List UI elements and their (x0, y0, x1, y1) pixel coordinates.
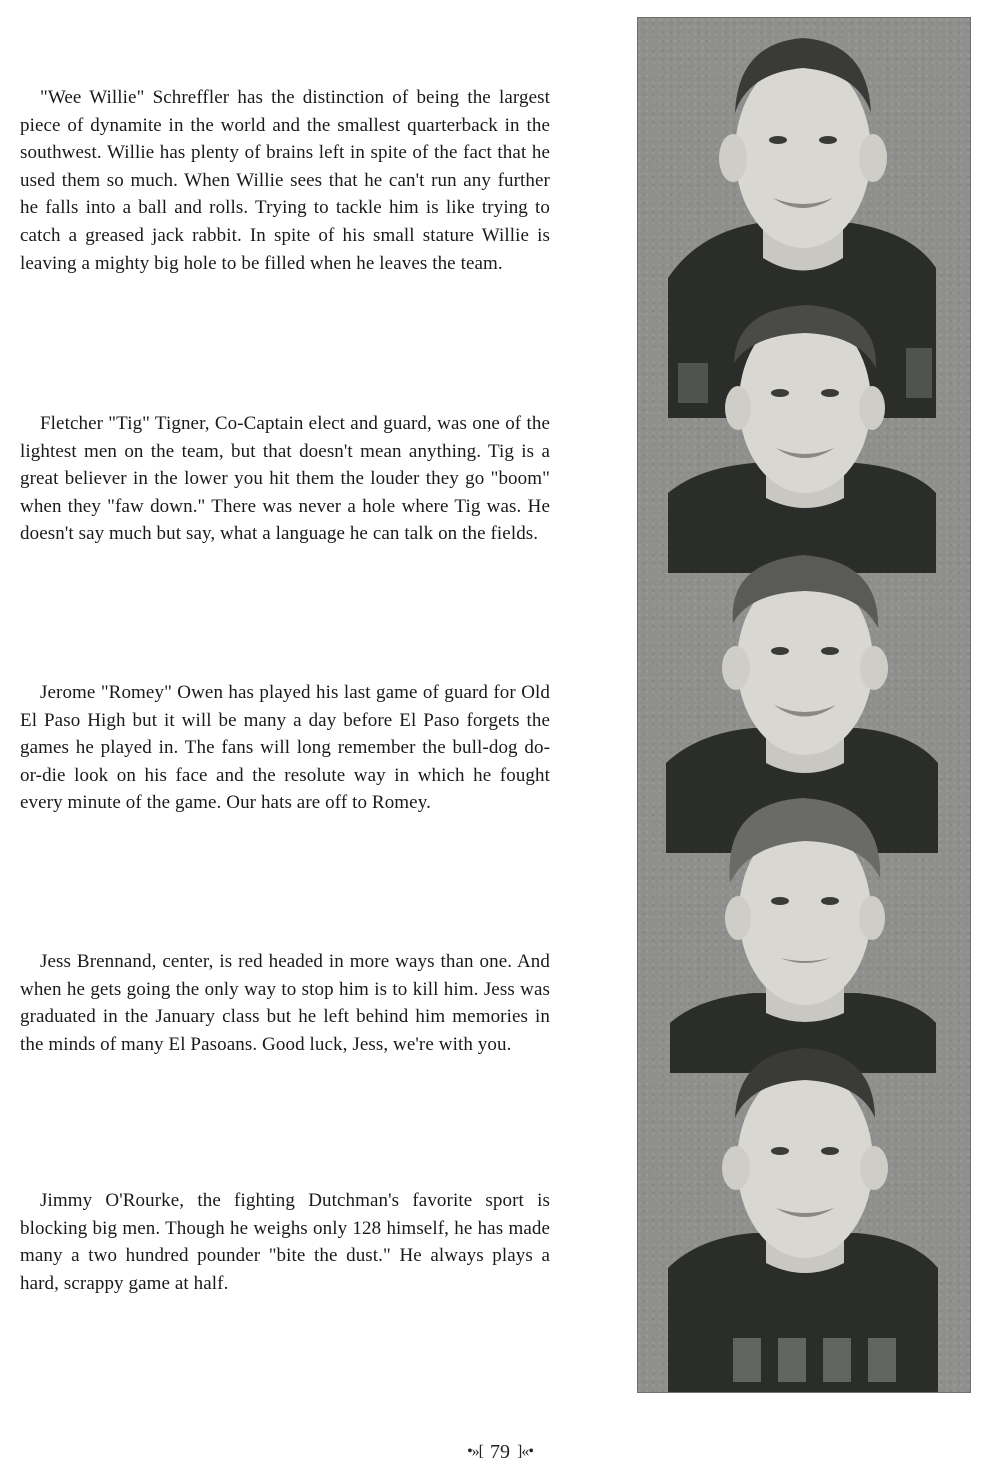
page-number-footer (0, 1440, 1000, 1464)
paragraph-orourke: Jimmy O'Rourke, the fighting Dutchman's favorite sport is blocking big men. Though he weighs only 128 himself, he has made many a two hundred pounder "bite the dust." He always plays a hard, scrappy game at half. (20, 1190, 550, 1294)
page-number: 79 (490, 1440, 510, 1463)
left-ornament-icon: •»[ (467, 1443, 483, 1461)
paragraph-tigner: Fletcher "Tig" Tigner, Co-Captain elect and guard, was one of the lightest men on the team, but that doesn't mean anything. Tig is a great believer in the lower you hit them the louder they go "boom" when they "faw down." There was never a hole where Tig was. He doesn't say much but say, what a language he can talk on the fields. (20, 413, 550, 545)
paragraph-owen: Jerome "Romey" Owen has played his last game of guard for Old El Paso High but it will be many a day before El Paso forgets the games he played in. The fans will long remember the bull-dog do-or-die look on his face and the resolute way in which he fought every minute of the game. Our hats are off to Romey. (20, 682, 550, 814)
paragraph-schreffler: "Wee Willie" Schreffler has the distinction of being the largest piece of dynamite in the world and the smallest quarterback in the southwest. Willie has plenty of brains left in spite of the fact that he used them so much. When Willie sees that he can't run any further he falls into a ball and rolls. Trying to tackle him is like trying to catch a greased jack rabbit. In spite of his small stature Willie is leaving a mighty big hole to be filled when he leaves the team. (20, 87, 550, 274)
portrait-strip (637, 17, 971, 1393)
right-ornament-icon: ]«• (517, 1443, 533, 1461)
portrait-tigner (638, 293, 971, 573)
paragraph-brennand: Jess Brennand, center, is red headed in more ways than one. And when he gets going the only way to stop him is to kill him. Jess was graduated in the January class but he left behind him memories in the minds of many El Pasoans. Good luck, Jess, we're with you. (20, 951, 550, 1055)
portrait-orourke (638, 1018, 971, 1393)
